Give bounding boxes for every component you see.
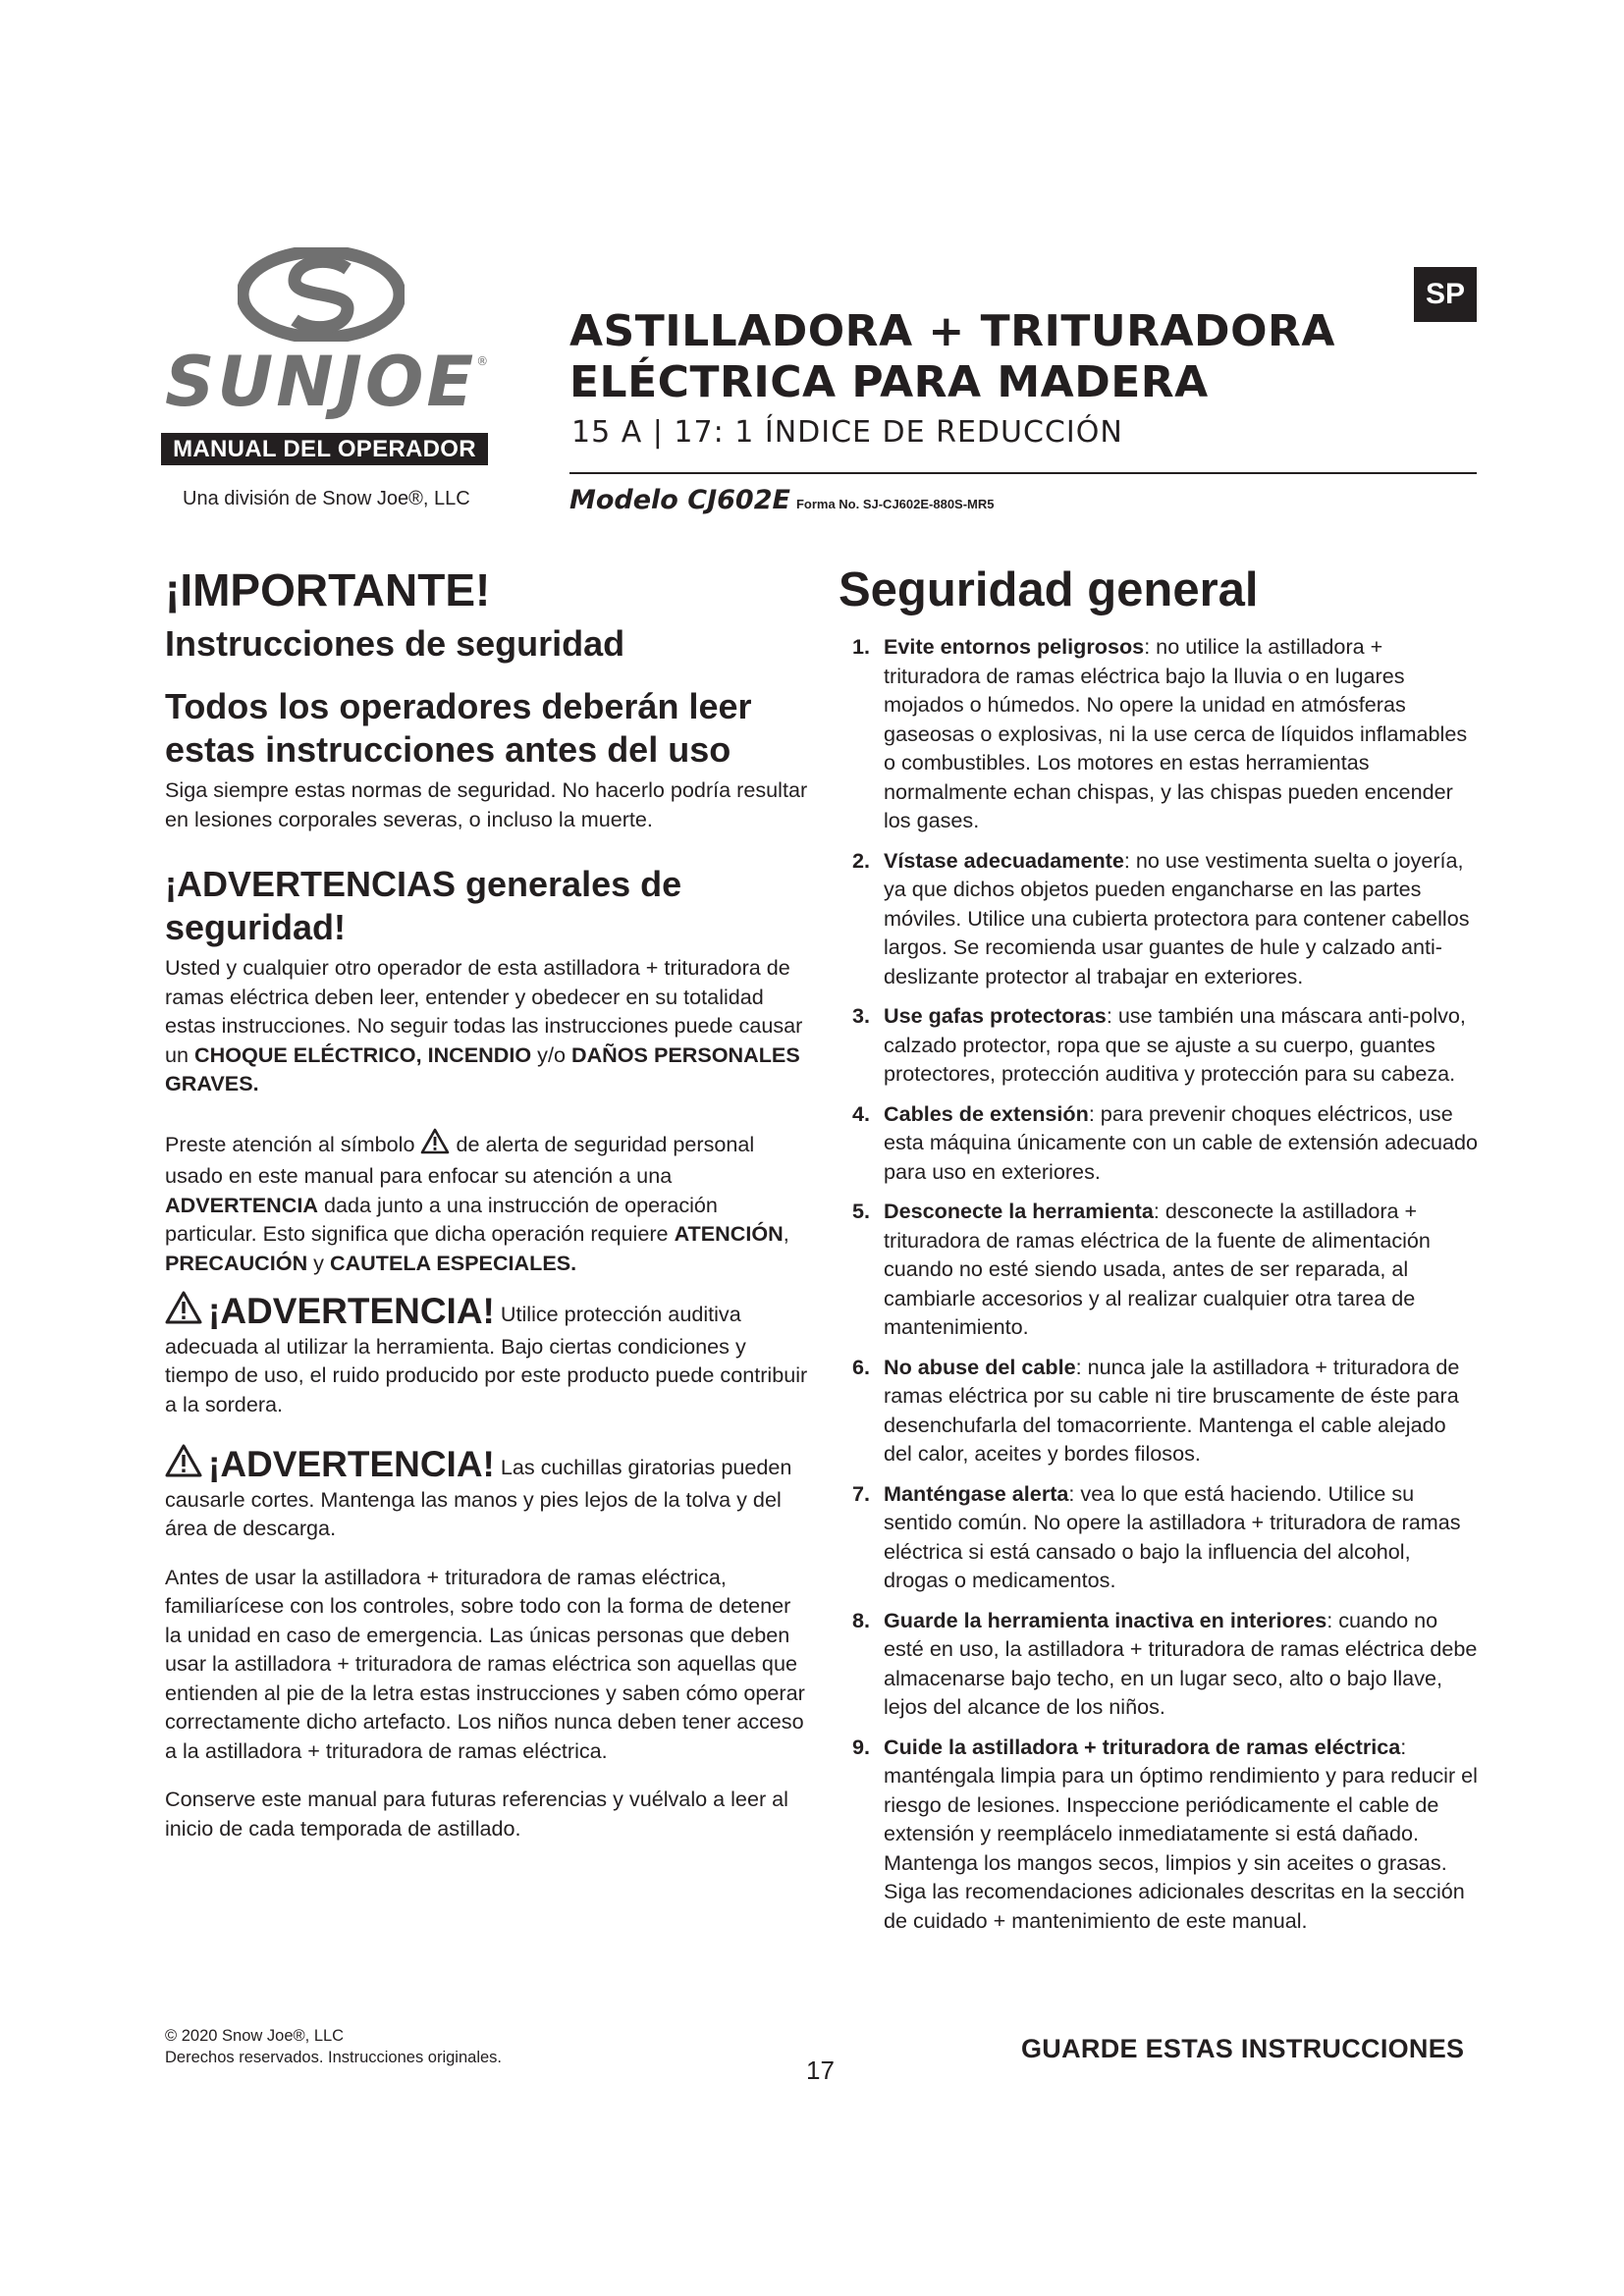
keep-manual-paragraph: Conserve este manual para futuras referencias y vuélvalo a leer al inicio de cada temporada de astillado.	[165, 1787, 788, 1841]
intro-paragraph: Siga siempre estas normas de seguridad. No hacerlo podría resultar en lesiones corporales severas, o incluso la muerte.	[165, 777, 808, 831]
model-number: Modelo CJ602E	[569, 485, 790, 515]
important-title: ¡IMPORTANTE!	[165, 564, 491, 615]
general-safety-title: Seguridad general	[839, 563, 1259, 616]
copyright-line-2: Derechos reservados. Instrucciones originales.	[165, 2049, 502, 2066]
operators-paragraph: Usted y cualquier otro operador de esta astilladora + trituradora de ramas eléctrica deben leer, entender y obedecer en su totalidad estas instrucciones. No seguir todas las instrucciones puede causar un CHOQUE ELÉCTRICO, INCENDIO y/o DAÑOS PERSONALES GRAVES.	[165, 955, 803, 1095]
controls-paragraph: Antes de usar la astilladora + trituradora de ramas eléctrica, familiarícese con los controles, sobre todo con la forma de detener la unidad en caso de emergencia. Las únicas personas que deben usar la astilladora + trituradora de ramas eléctrica son aquellas que entienden al pie de la letra estas instrucciones y saben cómo operar correctamente dicho artefacto. Los niños nunca deben tener acceso a la astilladora + trituradora de ramas eléctrica.	[165, 1564, 805, 1763]
model-line	[569, 485, 995, 515]
sunjoe-swoosh-logo-icon	[238, 247, 405, 342]
safety-item: 6. No abuse del cable: nunca jale la astilladora + trituradora de ramas eléctrica por su cable ni tire bruscamente de éste para desenchufarla del tomacorriente. Mantenga el cable alejado del calor, aceites y bordes filosos.	[852, 1354, 1460, 1466]
warning-label: ¡ADVERTENCIA!	[208, 1291, 495, 1331]
product-subtitle: 15 A | 17: 1 ÍNDICE DE REDUCCIÓN	[571, 415, 1123, 450]
left-column	[165, 563, 809, 1862]
blade-warning: ¡ADVERTENCIA! Las cuchillas giratorias pueden causarle cortes. Mantenga las manos y pies lejos de la tolva y del área de descarga.	[165, 1444, 792, 1540]
safety-item: 1. Evite entornos peligrosos: no utilice la astilladora + trituradora de ramas eléctrica bajo la lluvia o en lugares mojados o húmedos. No opere la unidad en atmósferas gaseosas o explosivas, ni la use cerca de líquidos inflamables o combustibles. Los motores en estas herramientas normalmente echan chispas, y las chispas pueden encender los gases.	[852, 634, 1468, 832]
language-badge: SP	[1414, 267, 1477, 322]
safety-item: 9. Cuide la astilladora + trituradora de ramas eléctrica: manténgala limpia para un óptimo rendimiento y para reducir el riesgo de lesiones. Inspeccione periódicamente el cable de extensión y reemplácelo inmediatamente si está dañado. Mantenga los mangos secos, limpios y sin aceites o grasas. Siga las recomendaciones adicionales descritas en la sección de cuidado + mantenimiento de este manual.	[852, 1734, 1478, 1933]
warning-triangle-icon	[165, 1444, 202, 1485]
hearing-warning: ¡ADVERTENCIA! Utilice protección auditiva adecuada al utilizar la herramienta. Bajo ciertas condiciones y tiempo de uso, el ruido producido por este producto puede contribuir a la sordera.	[165, 1291, 808, 1416]
product-title	[569, 306, 1335, 408]
general-warnings-title: ¡ADVERTENCIAS generales de seguridad!	[165, 864, 682, 947]
safety-item: 8. Guarde la herramienta inactiva en interiores: cuando no esté en uso, la astilladora + trituradora de ramas eléctrica debe almacenarse bajo techo, en un lugar seco, alto o bajo llave, lejos del alcance de los niños.	[852, 1607, 1478, 1719]
safety-item: 3. Use gafas protectoras: use también una máscara anti-polvo, calzado protector, ropa que se ajuste a su cuerpo, guantes protectores, protección auditiva y protección para su cabeza.	[852, 1003, 1466, 1086]
save-instructions: GUARDE ESTAS INSTRUCCIONES	[1021, 2034, 1465, 2063]
warning-triangle-icon	[420, 1128, 450, 1162]
safety-item: 5. Desconecte la herramienta: desconecte la astilladora + trituradora de ramas eléctrica de la fuente de alimentación cuando no esté siendo usada, antes de ser reparada, al cambiarle accesorios y al realizar cualquier otra tarea de mantenimiento.	[852, 1199, 1431, 1339]
form-number: Forma No. SJ-CJ602E-880S-MR5	[795, 497, 995, 511]
division-text: Una división de Snow Joe®, LLC	[183, 488, 470, 509]
brand-wordmark: SUNJOE®	[165, 342, 492, 422]
copyright-line-1: © 2020 Snow Joe®, LLC	[165, 2027, 345, 2045]
warning-triangle-icon	[165, 1291, 202, 1332]
copyright	[165, 2025, 502, 2068]
safety-item: 7. Manténgase alerta: vea lo que está haciendo. Utilice su sentido común. No opere la astilladora + trituradora de ramas eléctrica si está cansado o bajo la influencia del alcohol, drogas o medicamentos.	[852, 1480, 1461, 1592]
safety-instructions-title: Instrucciones de seguridad	[165, 623, 625, 664]
safety-symbol-paragraph: Preste atención al símbolo de alerta de seguridad personal usado en este manual para enfocar su atención a una ADVERTENCIA dada junto a una instrucción de operación particular. Esto significa que dicha operación requiere ATENCIÓN, PRECAUCIÓN y CAUTELA ESPECIALES.	[165, 1128, 809, 1278]
page-number: 17	[806, 2056, 835, 2085]
safety-item: 4. Cables de extensión: para prevenir choques eléctricos, use esta máquina únicamente con un cable de extensión adecuado para uso en exteriores.	[852, 1100, 1479, 1184]
product-title-line-2: ELÉCTRICA PARA MADERA	[569, 357, 1209, 407]
brand-logo	[161, 247, 495, 422]
safety-item: 2. Vístase adecuadamente: no use vestimenta suelta o joyería, ya que dichos objetos pueden engancharse en las partes móviles. Utilice una cubierta protectora para contener cabellos largos. Se recomienda usar guantes de hule y calzado anti-deslizante protector al trabajar en exteriores.	[852, 847, 1470, 988]
safety-list	[839, 632, 1479, 1935]
manual-label: MANUAL DEL OPERADOR	[161, 433, 488, 465]
product-title-line-1: ASTILLADORA + TRITURADORA	[569, 306, 1335, 356]
right-column	[839, 563, 1479, 1946]
header-divider	[569, 472, 1477, 474]
all-operators-title: Todos los operadores deberán leer estas instrucciones antes del uso	[165, 686, 752, 770]
warning-label: ¡ADVERTENCIA!	[208, 1444, 495, 1484]
